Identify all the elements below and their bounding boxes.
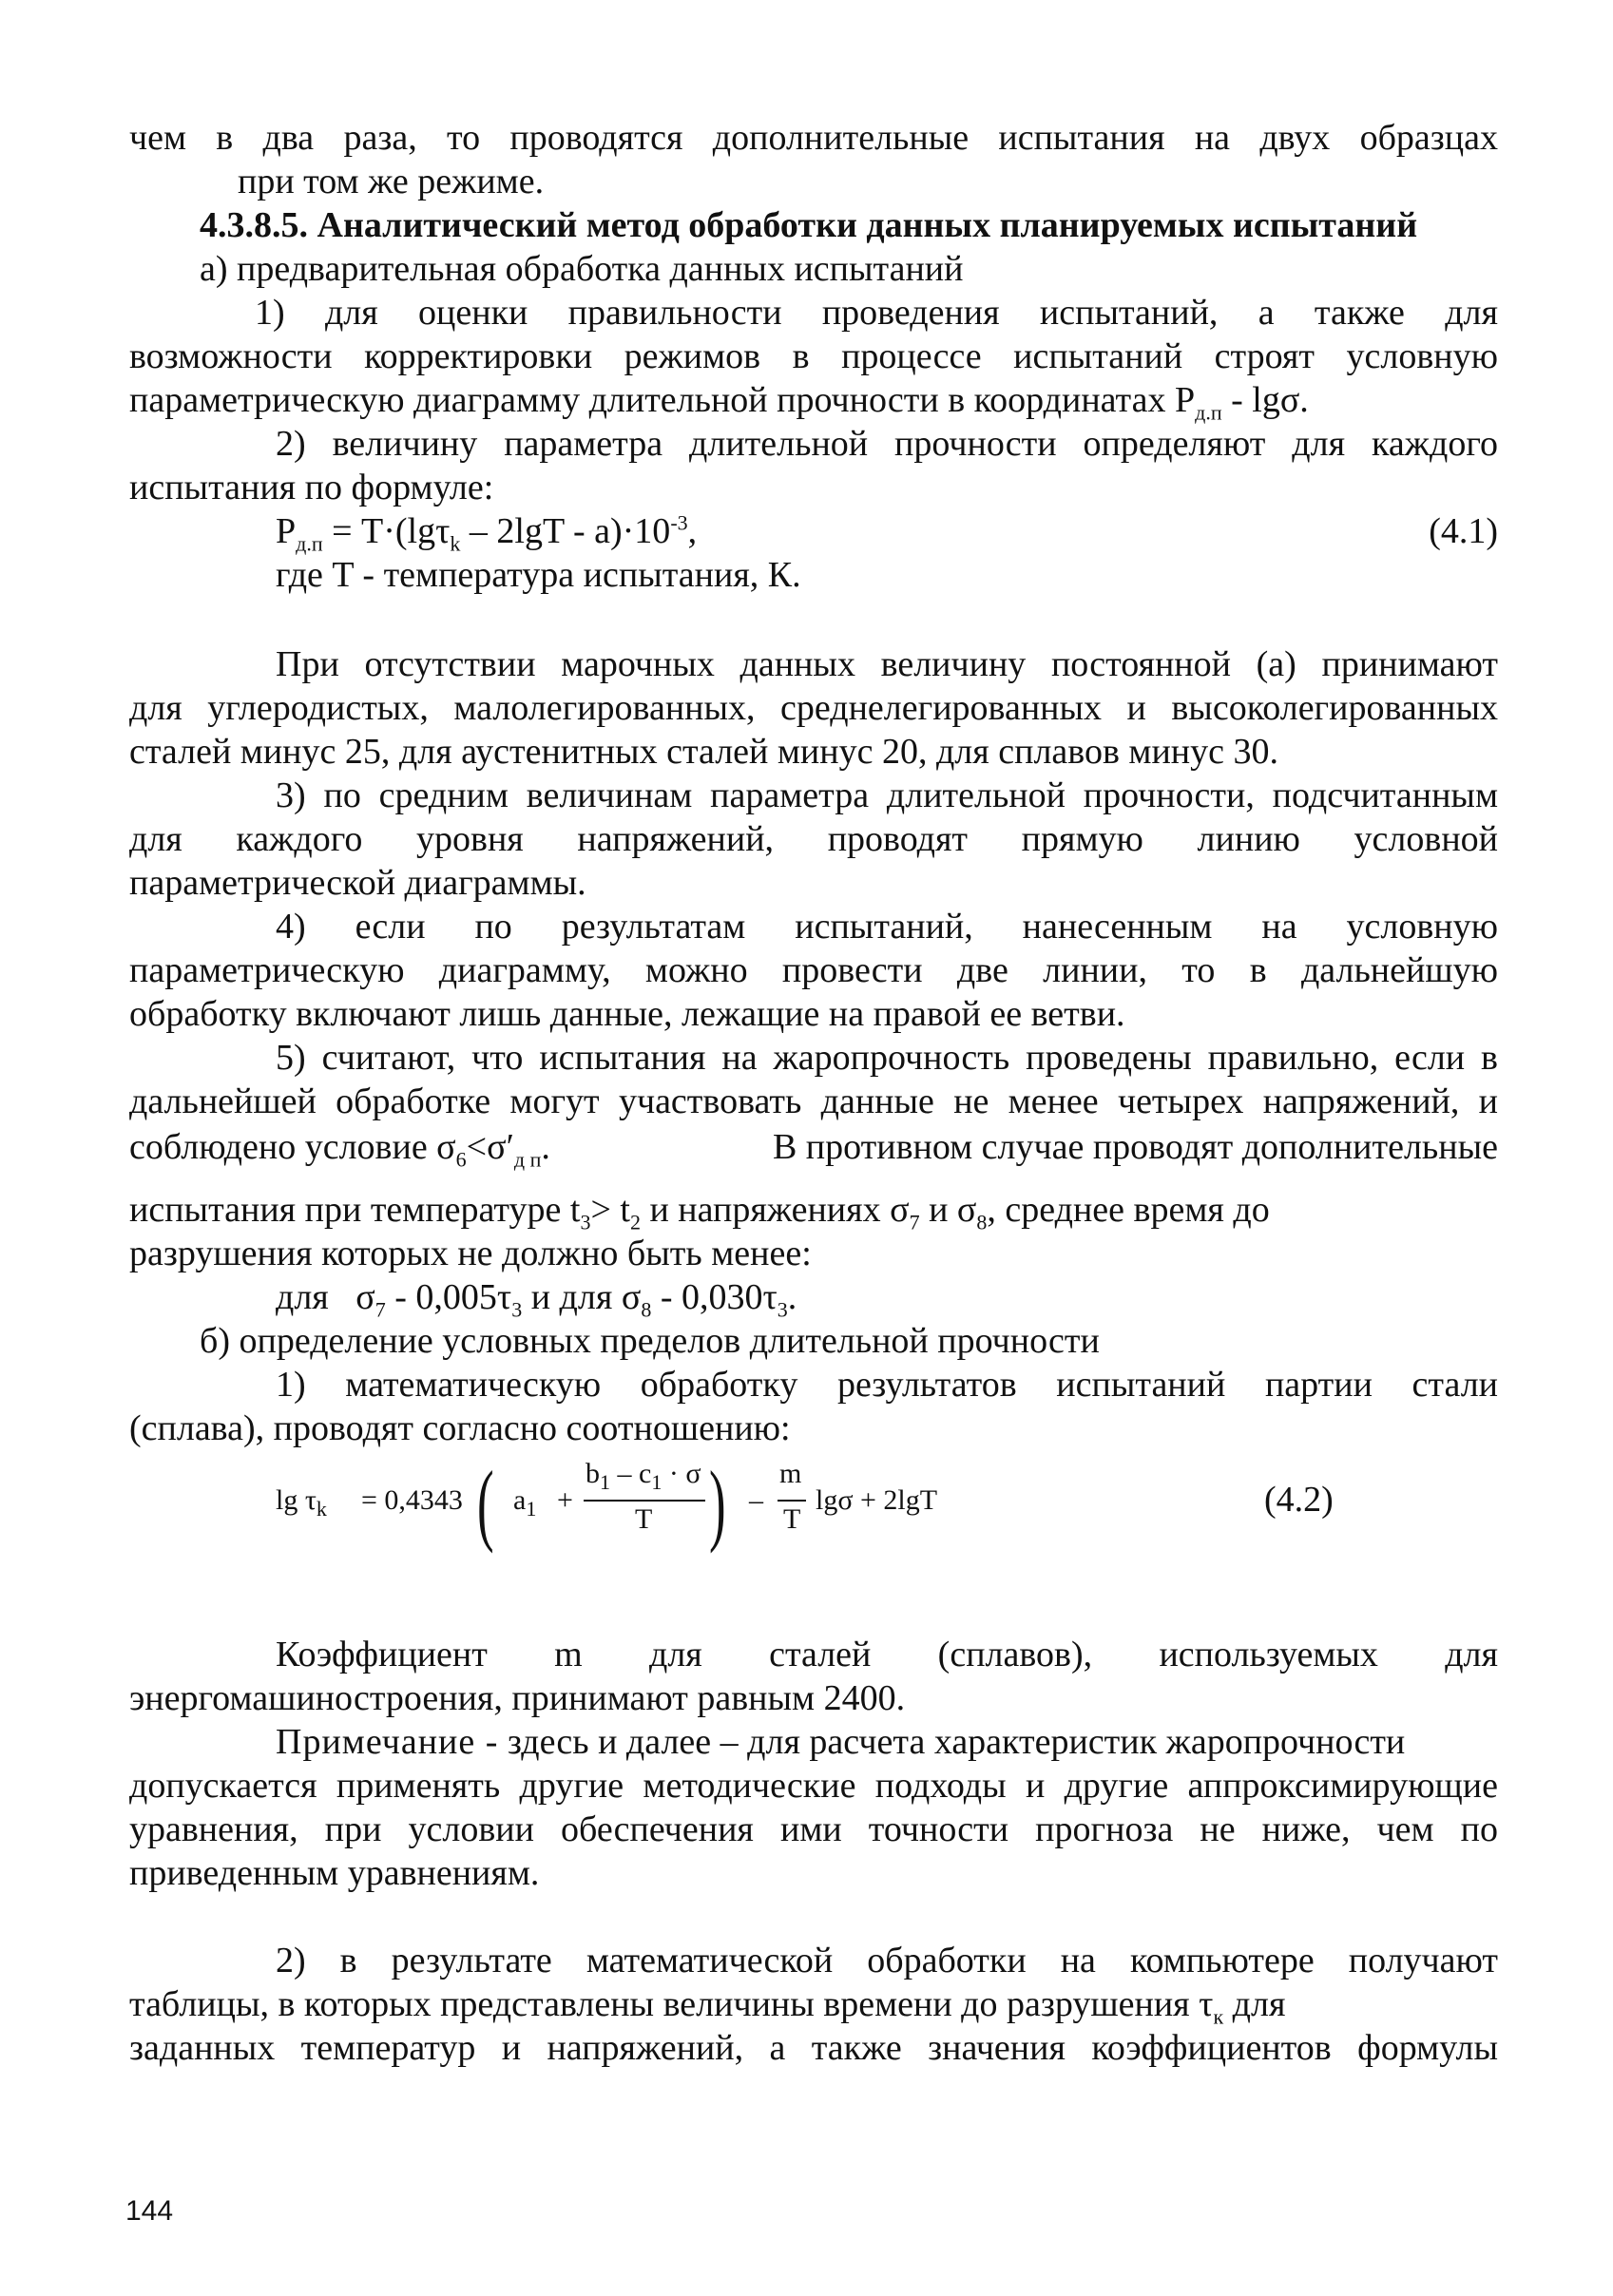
formula-coefficient: = 0,4343 <box>361 1484 463 1516</box>
right-paren: ) <box>709 1452 726 1554</box>
plus-sign: + <box>557 1484 573 1516</box>
text-line: чем в два раза, то проводятся дополнительные испытания на двух образцах <box>129 118 1498 158</box>
fraction-bar <box>778 1500 806 1502</box>
text-line: испытания по формуле: <box>129 468 494 507</box>
minus-sign: – <box>749 1484 763 1516</box>
subsection-heading: б) определение условных пределов длительной прочности <box>200 1321 1100 1361</box>
text-line: энергомашиностроения, принимают равным 2400. <box>129 1678 906 1718</box>
text-line: где T - температура испытания, К. <box>276 555 801 595</box>
formula-term: $a_1$ <box>513 1484 537 1521</box>
text-line: уравнения, при условии обеспечения ими точности прогноза не ниже, чем по <box>129 1809 1498 1849</box>
text-line: При отсутствии марочных данных величину постоянной (а) принимают <box>276 644 1498 684</box>
left-paren: ( <box>477 1452 494 1554</box>
text-line: допускается применять другие методические подходы и другие аппроксимирующие <box>129 1766 1498 1806</box>
text-line: обработку включают лишь данные, лежащие на правой ее ветви. <box>129 994 1125 1034</box>
text-line: для каждого уровня напряжений, проводят прямую линию условной <box>129 819 1498 859</box>
text-line: 2) величину параметра длительной прочности определяют для каждого <box>276 424 1498 464</box>
text-line: 1) математическую обработку результатов испытаний партии стали <box>276 1365 1498 1405</box>
text-line: для углеродистых, малолегированных, среднелегированных и высоколегированных <box>129 688 1498 728</box>
text-line: заданных температур и напряжений, а также значения коэффициентов формулы <box>129 2028 1498 2068</box>
text-line: при том же режиме. <box>238 162 545 201</box>
formula-4-2 <box>276 1452 1498 1562</box>
text-line: параметрическую диаграмму, можно провести две линии, то в дальнейшую <box>129 950 1498 990</box>
text-line: сталей минус 25, для аустенитных сталей минус 20, для сплавов минус 30. <box>129 732 1278 772</box>
text-line: 1) для оценки правильности проведения испытаний, а также для <box>255 293 1498 333</box>
note-label: Примечание - <box>276 1722 499 1762</box>
page-number: 144 <box>125 2195 174 2227</box>
text-line: соблюдено условие $\sigma_6<\sigma'_{д п}$. В противном случае проводят дополнительные <box>129 1127 1498 1172</box>
text-line: для $\sigma_7 - 0,005\tau_3$ и для $\sigma_8 - 0,030\tau_3$. <box>276 1277 797 1322</box>
note-line: Примечание - здесь и далее – для расчета характеристик жаропрочности <box>276 1722 1406 1762</box>
formula-4-1: $P_{д.п} = T\cdot(\lg\tau_k - 2\lg T - a)\cdot 10^{-3}$, (4.1) <box>276 510 1498 556</box>
text-line: 3) по средним величинам параметра длительной прочности, подсчитанным <box>276 775 1498 815</box>
text-line: Коэффициент m для сталей (сплавов), используемых для <box>276 1635 1498 1674</box>
fraction-numerator: $b_1 - c_1 \cdot \sigma$ <box>586 1458 701 1494</box>
fraction-bar <box>584 1500 705 1502</box>
text-line: 4) если по результатам испытаний, нанесенным на условную <box>276 907 1498 947</box>
text-line: разрушения которых не должно быть менее: <box>129 1234 812 1273</box>
text-line: параметрической диаграммы. <box>129 863 586 903</box>
text-line: испытания при температуре $t_3> t_2$ и напряжениях $\sigma_7$ и $\sigma_8$, среднее время до <box>129 1190 1270 1234</box>
fraction-denominator: T <box>635 1503 653 1535</box>
text-line: приведенным уравнениям. <box>129 1853 540 1893</box>
text-line: 2) в результате математической обработки на компьютере получают <box>276 1941 1498 1980</box>
text-line: дальнейшей обработке могут участвовать данные не менее четырех напряжений, и <box>129 1081 1498 1121</box>
equation-number: (4.1) <box>1429 511 1498 551</box>
text-line: возможности корректировки режимов в процессе испытаний строят условную <box>129 336 1498 376</box>
text-line: параметрическую диаграмму длительной прочности в координатах $P_{д.п}$ - lgσ. <box>129 380 1309 425</box>
equation-number: (4.2) <box>1264 1480 1334 1520</box>
text-line: (сплава), проводят согласно соотношению: <box>129 1408 791 1448</box>
subsection-heading: а) предварительная обработка данных испытаний <box>200 249 964 289</box>
formula-lhs: $\lg \tau_k$ <box>276 1484 327 1521</box>
section-heading: 4.3.8.5. Аналитический метод обработки данных планируемых испытаний <box>200 205 1418 245</box>
formula-tail: lgσ + 2lgT <box>816 1484 938 1516</box>
text-line: таблицы, в которых представлены величины времени до разрушения $\tau_к$ для <box>129 1984 1286 2029</box>
text-line: 5) считают, что испытания на жаропрочность проведены правильно, если в <box>276 1038 1498 1078</box>
fraction-denominator: T <box>783 1503 801 1535</box>
fraction-numerator: m <box>779 1458 802 1489</box>
